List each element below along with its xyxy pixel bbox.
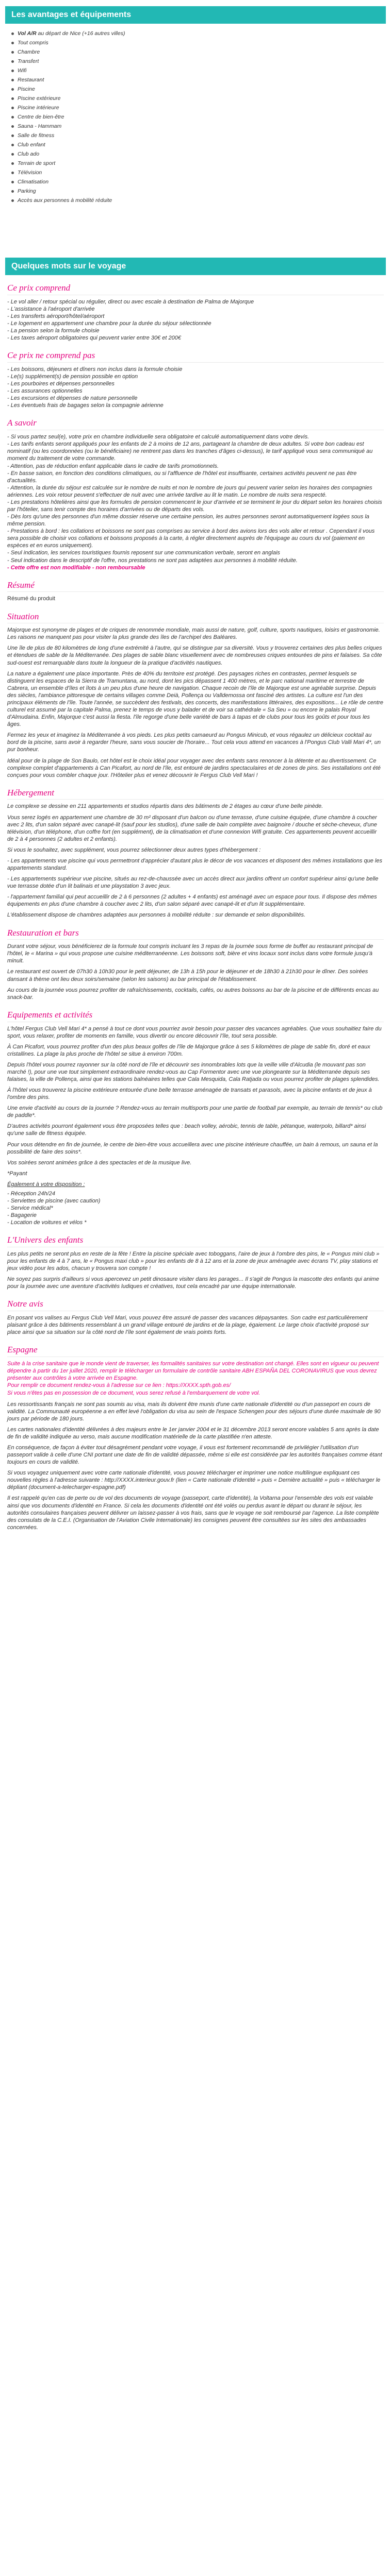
prix-ne-comprend-line: - Les assurances optionnelles xyxy=(7,388,83,395)
espagne-paragraph: En conséquence, de façon à éviter tout désagrément pendant votre voyage, il vous est fortement recommandé de privilégier l'utilisation d'un passeport valide à celle d'une CNI portant une date de fin de validité dépassée, même si elle est considérée par les autorités françaises comme étant toujours en cours de validité. xyxy=(7,1445,382,1466)
avantage-item-label: au départ de Nice (+16 autres villes) xyxy=(36,30,125,37)
equipements-title: Equipements et activités xyxy=(7,1009,93,1020)
avantage-item-label: Piscine xyxy=(18,86,35,92)
restauration-paragraph: Durant votre séjour, vous bénéficierez de la formule tout compris incluant les 3 repas de la journée sous forme de buffet au restaurant principal de l'hôtel, le « Marina » qui vous propose une cuisine méditerranéenne. Les boissons soft, bière et vins locaux sont inclus dans votre formule jusqu'à minuit. xyxy=(7,943,373,964)
payant-line: - Service médical* xyxy=(7,1205,53,1212)
enfants-title: L'Univers des enfants xyxy=(7,1235,84,1245)
espagne-red-paragraph: Pour remplir ce document rendez-vous à l'adresse sur ce lien : https://XXXX.spth.gob.es/ xyxy=(7,1382,231,1389)
resume-text: Résumé du produit xyxy=(7,596,55,602)
restauration-paragraph: Le restaurant est ouvert de 07h30 à 10h30 pour le petit déjeuner, de 13h à 15h pour le déjeuner et de 18h30 à 21h30 pour le dîner. Des soirées dansant à thème ont lieu deux soirs/semaine (selon les saisons) au bar principal de l'établissement. xyxy=(7,969,368,982)
espagne-paragraph: Si vous voyagez uniquement avec votre carte nationale d'identité, vous pouvez télécharger et imprimer une notice multilingue expliquant ces nouvelles règles à l'adresse suivante : http://XXXX.interieur.gouv.fr (lien « Carte nationale d'identité » puis « Dernière actualité » puis « télécharger le dépliant (document-a-telecharger-espagne.pdf) xyxy=(7,1470,381,1491)
espagne-red-paragraph: Suite à la crise sanitaire que le monde vient de traverser, les formalités sanitaires sur votre destination ont changé. Elles sont en vigueur ou peuvent dépendre à partir du 1er juillet 2020, remplir le télécharger un formulaire de contrôle sanitaire ABH ESPAÑA DEL CORONAVIRUS que vous devrez présenter aux contrôles à votre arrivée en Espagne. xyxy=(7,1361,379,1382)
hebergement-paragraph: - l'appartement familial qui peut accueillir de 2 à 6 personnes (2 adultes + 4 enfants) est aménagé avec un espace pour tous. Il dispose des mêmes équipements en plus d'une chambre à coucher avec 2 lits, d'un salon séparé avec canapé-lit et d'un lit supplémentaire. xyxy=(7,894,377,908)
hebergement-paragraph: L'établissement dispose de chambres adaptées aux personnes à mobilité réduite : sur demande et selon disponibilités. xyxy=(7,912,306,919)
avantage-item xyxy=(10,75,381,84)
avantage-item-label: Club enfant xyxy=(18,142,45,148)
equipements-paragraph: D'autres activités pourront également vous être proposées telles que : beach volley, aérobic, tennis de table, pétanque, waterpolo, billard* ainsi qu'une salle de fitness équipée. xyxy=(7,1123,366,1137)
prix-ne-comprend-line: - Les excursions et dépenses de nature personnelle xyxy=(7,395,138,402)
espagne-text xyxy=(7,1401,384,1531)
avantage-item-label: Piscine intérieure xyxy=(18,105,59,111)
a-savoir-paragraph: - Attention, la durée du séjour est calculée sur le nombre de nuits et non le nombre de jours qui peuvent varier selon les horaires des compagnies aériennes. Les voix retour peuvent s'effectuer de nuit avec une arrivée tardive au lit le matin. Le nombre de nuits sera respecté. xyxy=(7,484,372,498)
voyage-title: Quelques mots sur le voyage xyxy=(11,261,126,270)
equipements-paragraph: Pour vous détendre en fin de journée, le centre de bien-être vous accueillera avec une piscine intérieure chauffée, un bain à remous, un sauna et la possibilité de faire des soins*. xyxy=(7,1141,378,1155)
restauration-paragraph: Au cours de la journée vous pourrez profiter de rafraîchissements, cocktails, cafés, ou autres boissons au bar de la piscine et de différents encas au snack-bar. xyxy=(7,987,379,1001)
avantage-item-label: Terrain de sport xyxy=(18,160,56,166)
avantage-item-label: Accès aux personnes à mobilité réduite xyxy=(18,197,112,204)
resume-title: Résumé xyxy=(7,580,35,590)
avantage-item xyxy=(10,177,381,187)
hebergement-paragraph: - Les appartements vue piscine qui vous permettront d'apprécier d'autant plus le décor de vos vacances et disposent des mêmes installations que les appartements standard. xyxy=(7,857,382,872)
hebergement-paragraph: Si vous le souhaitez, avec supplément, vous pourrez sélectionner deux autres types d'hébergement : xyxy=(7,846,261,853)
situation-paragraph: Idéal pour de la plage de Son Baulo, cet hôtel est le choix idéal pour voyager avec des enfants sans renoncer à la détente et au divertissement. Ce complexe complet d'appartements à Can Picafort, au nord de l'île, est entouré de jardins spectaculaires et de zones de pins. Ses installations ont été conçues pour vous combler chaque jour. l'Hôtelier plus et venez découvrir le Fergus Club Vell Mari ! xyxy=(7,757,381,778)
espagne-paragraph: Les ressortissants français ne sont pas soumis au visa, mais ils doivent être munis d'une carte nationale d'identité ou d'un passeport en cours de validité. La Communauté européenne a en effet levé l'obligation du visa au sein de l'espace Schengen pour des séjours d'une durée maximale de 90 jours par période de 180 jours. xyxy=(7,1401,381,1422)
avantage-item xyxy=(10,196,381,205)
situation-text xyxy=(7,626,384,778)
avantage-item-label: Club ado xyxy=(18,151,40,157)
equipements-text xyxy=(7,1025,384,1166)
a-savoir-title: A savoir xyxy=(7,418,37,428)
avis-title: Notre avis xyxy=(7,1299,43,1309)
prix-ne-comprend-line: - Les éventuels frais de bagages selon la compagnie aérienne xyxy=(7,402,164,409)
a-savoir-final: - Cette offre est non modifiable - non remboursable xyxy=(7,564,145,571)
espagne-title: Espagne xyxy=(7,1345,38,1355)
equipements-paragraph: Depuis l'hôtel vous pourrez rayonner sur la côté nord de l'île et découvrir ses innombrables lots que la veille ville d'Alcudia (le mouvant pas son marché !), pour une vue tout simplement extraordinaire rendez-vous au Cap Formentor avec une vue plongeante sur la Méditerranée depuis ses falaises, la ville de Pollença, ainsi que les stations balnéaires telles que Cala Mesquida, Cala Ratjada ou vous pourrez profiter de plages splendides. xyxy=(7,1061,380,1083)
prix-comprend-line: - La pension selon la formule choisie xyxy=(7,328,100,334)
avantages-list xyxy=(10,29,381,205)
avantage-item xyxy=(10,149,381,159)
a-savoir-paragraph: - Les tarifs enfants seront appliqués pour les enfants de 2 à moins de 12 ans, partageant la chambre de deux adultes. Si votre bon cadeau est nominatif (ou les coordonnées (ou le bénéficiaire) ne rentrent pas dans les tranches d'âges ci-dessus), le tarif appliqué vous sera communiqué au moment du traitement de votre commande. xyxy=(7,441,373,462)
enfants-paragraph: Les plus petits ne seront plus en reste de la fête ! Entre la piscine spéciale avec toboggans, l'aire de jeux à l'ombre des pins, le « Pongus mini club » pour les enfants de 4 à 7 ans, le « Pongus maxi club » pour les enfants de 8 à 12 ans et la zone de jeux aménagée avec écrans TV, play stations et jeux vidéo pour les ados, chacun y trouvera son compte ! xyxy=(7,1251,380,1272)
avantage-item xyxy=(10,122,381,131)
avantage-item xyxy=(10,168,381,177)
avantage-item xyxy=(10,47,381,57)
avantage-item-label: Wifi xyxy=(18,67,27,74)
avantage-item-label: Transfert xyxy=(18,58,39,64)
equipements-paragraph: À l'hôtel vous trouverez la piscine extérieure entourée d'une belle terrasse aménagée de transats et parasols, avec la piscine enfants et de jeux à l'ombre des pins. xyxy=(7,1087,372,1101)
restauration-title: Restauration et bars xyxy=(7,927,79,938)
avis-text: En posant vos valises au Fergus Club Vell Mari, vous pouvez être assuré de passer des vacances dépaysantes. Son cadre est particulièrement plaisant grâce à des bâtiments ressemblant à un grand village entouré de jardins et de la plage, égaiement. Le large choix d'activité proposé sur place ainsi que sa situation sur la côté nord de l'île sont également de vrais points forts. xyxy=(7,1315,369,1336)
a-savoir-paragraph: - Seul indication, les services touristiques fournis reposent sur une communication verbale, seront en anglais xyxy=(7,550,280,556)
avantage-item xyxy=(10,159,381,168)
avantage-item-label: Centre de bien-être xyxy=(18,114,64,120)
avantage-item xyxy=(10,29,381,38)
hebergement-paragraph: - Les appartements supérieur vue piscine, situés au rez-de-chaussée avec un accès direct aux jardins offrent un confort supérieur ainsi qu'une belle vue terrasse dotée d'un lit balinais et une playstation 3 avec jeux. xyxy=(7,876,379,890)
payant-line: - Bagagerie xyxy=(7,1212,37,1219)
voyage-banner xyxy=(5,258,386,275)
enfants-text xyxy=(7,1250,384,1290)
situation-paragraph: Majorque est synonyme de plages et de criques de renommée mondiale, mais aussi de nature, golf, culture, sports nautiques, loisirs et gastronomie. Les raisons ne manquent pas pour visiter la plus grande des îles de l'archipel des Baléares. xyxy=(7,627,380,641)
espagne-red-paragraph: Si vous n'êtes pas en possession de ce document, vous serez refusé à l'embarquement de votre vol. xyxy=(7,1389,260,1396)
equipements-payant-title: Également à votre disposition : xyxy=(7,1181,85,1188)
a-savoir-paragraph: - Prestations à bord : les collations et boissons ne sont pas comprises au service à bord des avions lors des vols aller et retour . Cependant il vous sera possible de choisir vos collations et boissons proposés à la carte, à régler directement auprès de l'équipage au cours du vol (paiement en espèces et en euros uniquement). xyxy=(7,528,375,549)
a-savoir-paragraph: - Attention, pas de réduction enfant applicable dans le cadre de tarifs promotionnels. xyxy=(7,463,219,469)
situation-title: Situation xyxy=(7,611,39,621)
avantage-item-label: Parking xyxy=(18,188,36,194)
equipements-paragraph: L'hôtel Fergus Club Vell Mari 4* a pensé à tout ce dont vous pourriez avoir besoin pour passer des vacances agréables. Que vous souhaitiez faire du sport, vous relaxer, profiter de moments en famille, vous divertir ou encore découvrir l'île, tout sera possible. xyxy=(7,1025,382,1039)
equipements-payant-list xyxy=(7,1190,384,1226)
espagne-paragraph: Il est rappelé qu'en cas de perte ou de vol des documents de voyage (passeport, carte d'identité), la Voltarna pour l'ensemble des vols est valable ainsi que vos documents d'identité en France. Si cela les documents d'identité ont été volés ou perdus avant le départ ou durant le séjour, les autorités consulaires françaises peuvent délivrer un laissez-passer à vos frais, sans que le voyage ne soit remboursé par l'agence. La liste complète des consulats de la C.E.I. (Organisation de l'Aviation Civile Internationale) les consignes peuvent être consultées sur les sites des ambassades concernées. xyxy=(7,1495,379,1531)
avantage-item-label: Climatisation xyxy=(18,179,49,185)
prix-comprend-line: - Les taxes aéroport obligatoires qui peuvent varier entre 30€ et 200€ xyxy=(7,335,181,342)
avantage-item xyxy=(10,38,381,47)
a-savoir-text xyxy=(7,433,384,564)
voyage-content xyxy=(5,282,386,1531)
avantage-item-label: Chambre xyxy=(18,49,40,55)
prix-ne-comprend-title: Ce prix ne comprend pas xyxy=(7,350,95,361)
avantage-item xyxy=(10,94,381,103)
avantage-item xyxy=(10,57,381,66)
prix-ne-comprend-line: - Le(s) supplément(s) de pension possible en option xyxy=(7,374,138,380)
situation-paragraph: La nature a également une place importante. Près de 40% du territoire est protégé. Des paysages riches en contrastes, permet lesquels se distinguent les espaces de la Sierra de Tramuntana, au nord, dont les pics dépassent 1 400 mètres, et le parc national maritime et terrestre de Cabrera, un ensemble d'îles et îlots à un peu plus d'une heure de navigation. Chaque recoin de l'île de Majorque est une agréable surprise. Depuis des siècles, l'ambiance pittoresque de certains villages comme Deià, Pollença ou Valldemossa ont fasciné des artistes. La culture est l'un des principaux éléments de l'île. Toute l'année, se succèdent des festivals, des concerts, des manifestations littéraires, des expositions... Le rôle de centre culturel est assumé par la capitale Palma, prenez le temps de vous y balader et de voir sa cathédrale « Sa Seu » ou encore le palais Royal d'Almudaina. Enfin, Majorque c'est aussi la fiesta. l'île regorge d'une belle variété de bars à tapas et de clubs pour tous les goûts et pour tous les âges. xyxy=(7,670,383,728)
avantage-item-bold: Vol A/R xyxy=(18,30,37,37)
hebergement-paragraph: Vous serez logés en appartement une chambre de 30 m² disposant d'un balcon ou d'une terrasse, d'une cuisine équipée, d'une chambre à coucher avec 2 lits, d'un salon séparé avec canapé-lit (sauf pour les studios), d'une salle de bain complète avec baignoire / douche et sèche-cheveux, d'une télévision, d'un téléphone, d'un coffre fort (en supplément), de la climatisation et d'une connexion Wifi gratuite. Ces appartements peuvent accueillir de 2 à 4 personnes (2 adultes et 2 enfants). xyxy=(7,814,377,842)
enfants-paragraph: Ne soyez pas surpris d'ailleurs si vous apercevez un petit dinosaure visiter dans les parages... Il s'agit de Pongus la mascotte des enfants qui anime pour la journée avec une aventure d'activités ludiques et créatives, tout cela encadré par une équipe internationale. xyxy=(7,1276,379,1290)
avantage-item xyxy=(10,103,381,112)
avantage-item xyxy=(10,84,381,94)
avantage-item-label: Télévision xyxy=(18,170,42,176)
prix-comprend-line: - Le vol aller / retour spécial ou régulier, direct ou avec escale à destination de Palma de Majorque xyxy=(7,298,254,305)
equipements-paragraph: À Can Picafort, vous pourrez profiter d'un des plus beaux golfes de l'île de Majorque grâce à ses 5 kilomètres de plage de sable fin, doré et eaux cristallines. La plage la plus proche de l'hôtel se situe à environ 700m. xyxy=(7,1043,370,1057)
prix-comprend-line: - L'assistance à l'aéroport d'arrivée xyxy=(7,306,95,312)
avantage-item xyxy=(10,66,381,75)
avantages-banner xyxy=(5,6,386,24)
situation-paragraph: Fermez les yeux et imaginez la Méditerranée à vos pieds. Les plus petits camaeurd au Pongus Minicub, et vous régaulez un délicieux cocktail au bord de la piscine, sans avoir à regarder l'heure, sans vous soucier de l'horaire... Tout cela vous attend en vacances à l'Pongus Club Valli Mari 4*, un pur bonheur. xyxy=(7,732,381,753)
avantage-item-label: Sauna - Hammam xyxy=(18,123,62,129)
avantage-item-label: Salle de fitness xyxy=(18,132,55,139)
avantages-title: Les avantages et équipements xyxy=(11,10,132,19)
prix-comprend-line: - Le logement en appartement une chambre pour la durée du séjour sélectionnée xyxy=(7,320,211,327)
espagne-red-notice xyxy=(7,1360,384,1396)
hebergement-title: Hébergement xyxy=(7,787,54,798)
restauration-text xyxy=(7,943,384,1001)
a-savoir-paragraph: - Seul indication dans le descriptif de l'offre, nos prestations ne sont pas adaptées aux personnes à mobilité réduite. xyxy=(7,557,298,564)
payant-line: - Réception 24h/24 xyxy=(7,1190,55,1197)
prix-ne-comprend-list xyxy=(7,366,384,409)
a-savoir-paragraph: - Si vous partez seul(e), votre prix en chambre individuelle sera obligatoire et calculé automatiquement dans votre devis. xyxy=(7,434,309,440)
equipements-paragraph: Vos soirées seront animées grâce à des spectacles et de la musique live. xyxy=(7,1159,192,1166)
avantages-list-box xyxy=(5,24,386,209)
avantage-item-label: Restaurant xyxy=(18,77,44,83)
hebergement-paragraph: Le complexe se dessine en 211 appartements et studios répartis dans des bâtiments de 2 étages au cœur d'une belle pinède. xyxy=(7,803,323,810)
equipements-paragraph: Une envie d'activité au cours de la journée ? Rendez-vous au terrain multisports pour une partie de football par exemple, au terrain de tennis* ou club de paddle*. xyxy=(7,1105,383,1119)
avantage-item xyxy=(10,112,381,122)
prix-ne-comprend-line: - Les pourboires et dépenses personnelles xyxy=(7,381,115,387)
prix-comprend-list xyxy=(7,298,384,342)
espagne-paragraph: Les cartes nationales d'identité délivrées à des majeurs entre le 1er janvier 2004 et le 31 décembre 2013 seront encore valables 5 ans après la date de fin de validité indiquée au verso, mais aucune modification matérielle de la carte plastifiée n'en atteste. xyxy=(7,1426,379,1440)
avantage-item-label: Tout compris xyxy=(18,40,48,46)
prix-comprend-title: Ce prix comprend xyxy=(7,283,71,293)
a-savoir-paragraph: - Les prestations hôtelières ainsi que les formules de pension commencent le jour d'arrivée et se terminent le jour du départ selon les horaires choisis par l'hôtelier, sans tenir compte des horaires d'arrivées ou de départs des vols. xyxy=(7,499,382,513)
avantage-item-label: Piscine extérieure xyxy=(18,95,61,101)
prix-ne-comprend-line: - Les boissons, déjeuners et dîners non inclus dans la formule choisie xyxy=(7,366,183,372)
payant-line: - Serviettes de piscine (avec caution) xyxy=(7,1198,101,1205)
avantage-item xyxy=(10,140,381,149)
a-savoir-paragraph: - En basse saison, en fonction des conditions climatiques, ou si l'affluence de l'hôtel est insuffisante, certaines activités peuvent ne pas être d'actualités. xyxy=(7,470,357,484)
hebergement-text xyxy=(7,803,384,919)
equipements-footnote: *Payant xyxy=(7,1170,27,1177)
prix-comprend-line: - Les transferts aéroport/hôtel/aéroport xyxy=(7,313,105,319)
situation-paragraph: Une île de plus de 80 kilomètres de long d'une extrémité à l'autre, qui se distingue par sa diversité. Vous y trouverez certaines des plus belles criques et étendues de sable de la Méditerranée. Des plages de sable blanc visuellement avec de nombreuses criques entourées de pins et falaises. Sa côte sud-ouest est remarquable dans toute la longueur de la pratique d'activités nautiques. xyxy=(7,645,382,666)
payant-line: - Location de voitures et vélos * xyxy=(7,1219,87,1226)
a-savoir-paragraph: - Dès lors qu'une des personnes d'un même dossier réserve une certaine pension, les autres personnes seront automatiquement logées sous la même pension. xyxy=(7,514,369,528)
avantage-item xyxy=(10,187,381,196)
avantage-item xyxy=(10,131,381,140)
